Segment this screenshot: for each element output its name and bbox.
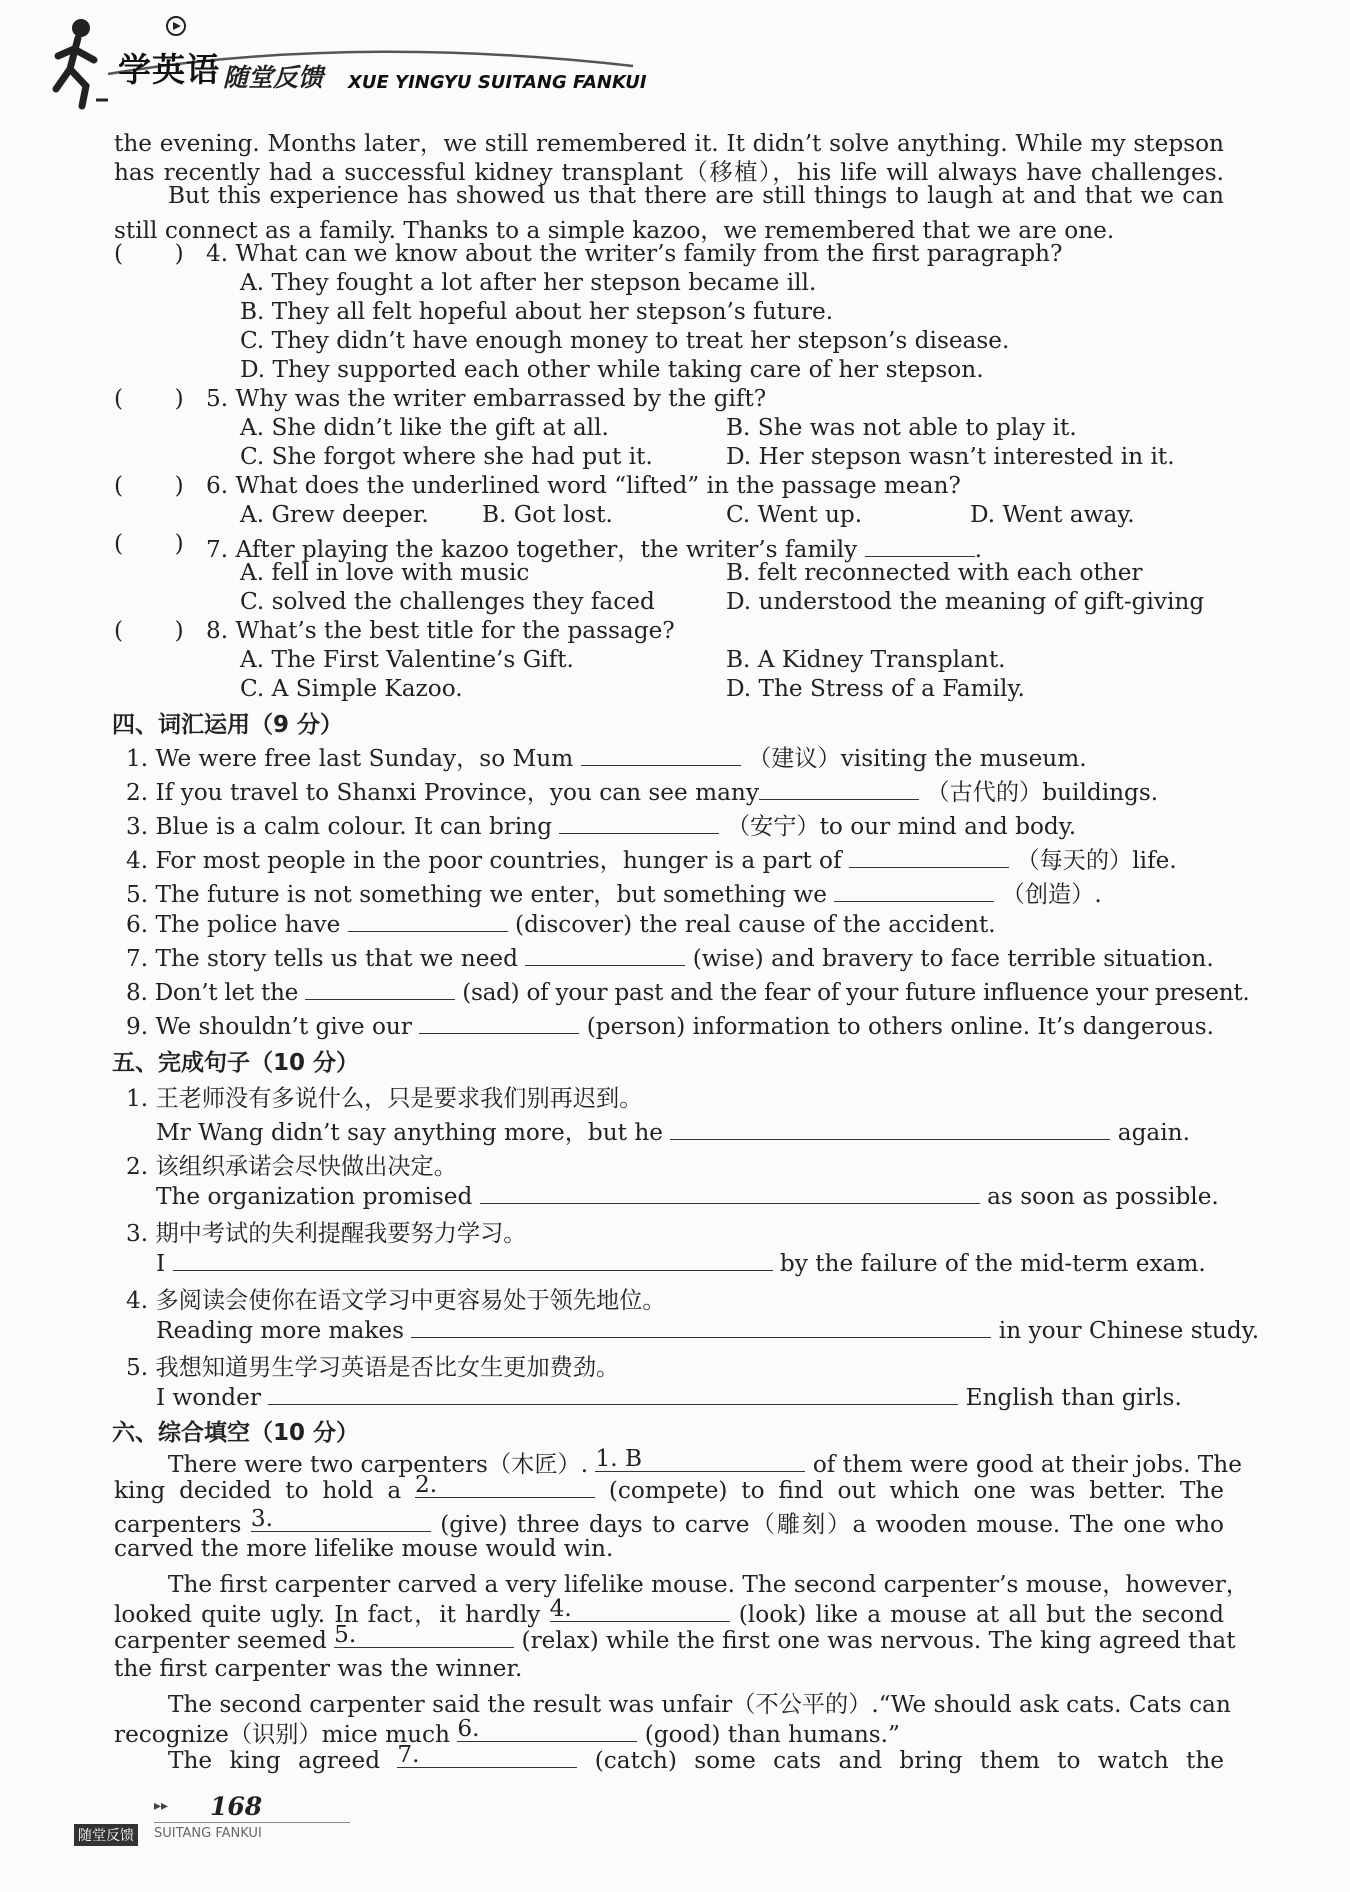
sentence-cn: 2. 该组织承诺会尽快做出决定。 [126,1153,457,1180]
page-number: 168 [210,1792,263,1821]
option: D. The Stress of a Family. [726,675,1025,702]
answer-paren[interactable]: ( ) [114,240,184,267]
question-6: 6. What does the underlined word “lifted” in the passage mean? [206,472,961,499]
vocab-item: 1. We were free last Sunday，so Mum （建议）visiting the museum. [126,745,1087,772]
footer-rule [154,1822,350,1823]
option: A. fell in love with music [240,559,530,586]
cloze-line: The king agreed 7. (catch) some cats and bring them to watch the [168,1741,1225,1774]
section-5-title: 五、完成句子（10 分） [112,1050,360,1076]
answer-blank[interactable] [419,1011,579,1034]
passage-line: But this experience has showed us that there are still things to laugh at and that we can [168,182,1224,209]
option: A. The First Valentine’s Gift. [240,646,574,673]
answer-paren[interactable]: ( ) [114,472,184,499]
cloze-line: The second carpenter said the result was unfair（不公平的）.“We should ask cats. Cats can [168,1691,1231,1718]
brand-title: 学英语 [118,50,220,89]
option: D. Her stepson wasn’t interested in it. [726,443,1175,470]
answer-blank[interactable] [173,1248,773,1271]
answer-blank[interactable] [834,879,994,902]
option: C. A Simple Kazoo. [240,675,463,702]
answer-blank[interactable] [759,777,919,800]
answer-paren[interactable]: ( ) [114,530,184,557]
vocab-item: 5. The future is not something we enter，but something we （创造）. [126,881,1102,908]
option: B. felt reconnected with each other [726,559,1143,586]
answer-blank[interactable] [865,534,975,557]
brand-pinyin: XUE YINGYU SUITANG FANKUI [348,72,647,93]
cloze-line: king decided to hold a 2. (compete) to find out which one was better. The [114,1471,1225,1504]
footer-pinyin: SUITANG FANKUI [154,1826,262,1841]
question-7: 7. After playing the kazoo together，the writer’s family . [206,536,983,563]
answer-blank[interactable]: 4. [550,1599,730,1622]
cloze-line: carpenter seemed 5. (relax) while the first one was nervous. The king agreed that [114,1621,1236,1654]
option: A. They fought a lot after her stepson became ill. [240,269,817,296]
answer-blank[interactable] [268,1382,958,1405]
answer-paren[interactable]: ( ) [114,617,184,644]
cloze-line: carved the more lifelike mouse would win. [114,1535,614,1562]
option: C. Went up. [726,501,863,528]
answer-blank[interactable] [305,977,455,1000]
option: A. She didn’t like the gift at all. [240,414,609,441]
question-4: 4. What can we know about the writer’s family from the first paragraph? [206,240,1063,267]
option: C. They didn’t have enough money to treat her stepson’s disease. [240,327,1010,354]
option: A. Grew deeper. [240,501,429,528]
answer-blank[interactable]: 6. [457,1719,637,1742]
option: D. They supported each other while taking care of her stepson. [240,356,984,383]
answer-blank[interactable] [525,943,685,966]
cloze-line: the first carpenter was the winner. [114,1655,523,1682]
cloze-line: The first carpenter carved a very lifelike mouse. The second carpenter’s mouse，however， [168,1571,1249,1598]
answer-blank[interactable]: 1. B [595,1449,805,1472]
sentence-cn: 3. 期中考试的失利提醒我要努力学习。 [126,1220,527,1247]
sentence-en: The organization promised as soon as possible. [156,1183,1219,1210]
page-header [48,14,648,114]
vocab-item: 2. If you travel to Shanxi Province，you can see many （古代的）buildings. [126,779,1159,806]
answer-blank[interactable] [411,1315,991,1338]
answer-paren[interactable]: ( ) [114,385,184,412]
answer-blank[interactable] [348,909,508,932]
question-8: 8. What’s the best title for the passage? [206,617,675,644]
option: C. She forgot where she had put it. [240,443,653,470]
vocab-item: 3. Blue is a calm colour. It can bring （安宁）to our mind and body. [126,813,1077,840]
question-5: 5. Why was the writer embarrassed by the gift? [206,385,767,412]
option: B. Got lost. [482,501,613,528]
option: B. They all felt hopeful about her stepson’s future. [240,298,834,325]
sentence-en: Mr Wang didn’t say anything more，but he again. [156,1119,1190,1146]
brand-subtitle: 随堂反馈 [223,63,324,92]
passage-line: has recently had a successful kidney transplant（移植），his life will always have challenges. [114,159,1224,186]
vocab-item: 9. We shouldn’t give our (person) information to others online. It’s dangerous. [126,1013,1214,1040]
option: D. understood the meaning of gift-giving [726,588,1205,615]
cloze-line: carpenters 3. (give) three days to carve（雕刻）a wooden mouse. The one who [114,1505,1224,1538]
answer-blank[interactable] [670,1117,1110,1140]
answer-blank[interactable] [849,845,1009,868]
option: C. solved the challenges they faced [240,588,655,615]
passage-line: the evening. Months later，we still remembered it. It didn’t solve anything. While my stepson [114,130,1224,157]
sentence-cn: 1. 王老师没有多说什么，只是要求我们别再迟到。 [126,1085,643,1112]
answer-blank[interactable] [559,811,719,834]
sentence-en: I wonder English than girls. [156,1384,1182,1411]
arrow-icon: ▸▸ [154,1798,169,1814]
vocab-item: 8. Don’t let the (sad) of your past and the fear of your future influence your present. [126,979,1250,1006]
sentence-cn: 4. 多阅读会使你在语文学习中更容易处于领先地位。 [126,1287,666,1314]
option: B. She was not able to play it. [726,414,1077,441]
cloze-line: There were two carpenters（木匠）. 1. B of them were good at their jobs. The [168,1445,1242,1478]
section-4-title: 四、词汇运用（9 分） [112,712,344,738]
option: D. Went away. [970,501,1135,528]
sentence-en: Reading more makes in your Chinese study. [156,1317,1260,1344]
answer-blank[interactable]: 5. [334,1625,514,1648]
passage-line: still connect as a family. Thanks to a simple kazoo，we remembered that we are one. [114,217,1115,244]
answer-blank[interactable]: 2. [415,1475,595,1498]
sentence-cn: 5. 我想知道男生学习英语是否比女生更加费劲。 [126,1354,620,1381]
option: B. A Kidney Transplant. [726,646,1006,673]
answer-blank[interactable]: 7. [397,1745,577,1768]
page-footer [74,1780,374,1844]
cloze-line: recognize（识别）mice much 6. (good) than humans.” [114,1715,900,1748]
footer-badge: 随堂反馈 [74,1824,138,1846]
answer-blank[interactable]: 3. [251,1509,431,1532]
answer-blank[interactable] [581,743,741,766]
vocab-item: 6. The police have (discover) the real cause of the accident. [126,911,996,938]
section-6-title: 六、综合填空（10 分） [112,1420,360,1446]
cloze-line: looked quite ugly. In fact，it hardly 4. (look) like a mouse at all but the second [114,1595,1224,1628]
answer-blank[interactable] [480,1181,980,1204]
sentence-en: I by the failure of the mid-term exam. [156,1250,1206,1277]
vocab-item: 4. For most people in the poor countries，hunger is a part of （每天的）life. [126,847,1177,874]
vocab-item: 7. The story tells us that we need (wise) and bravery to face terrible situation. [126,945,1214,972]
